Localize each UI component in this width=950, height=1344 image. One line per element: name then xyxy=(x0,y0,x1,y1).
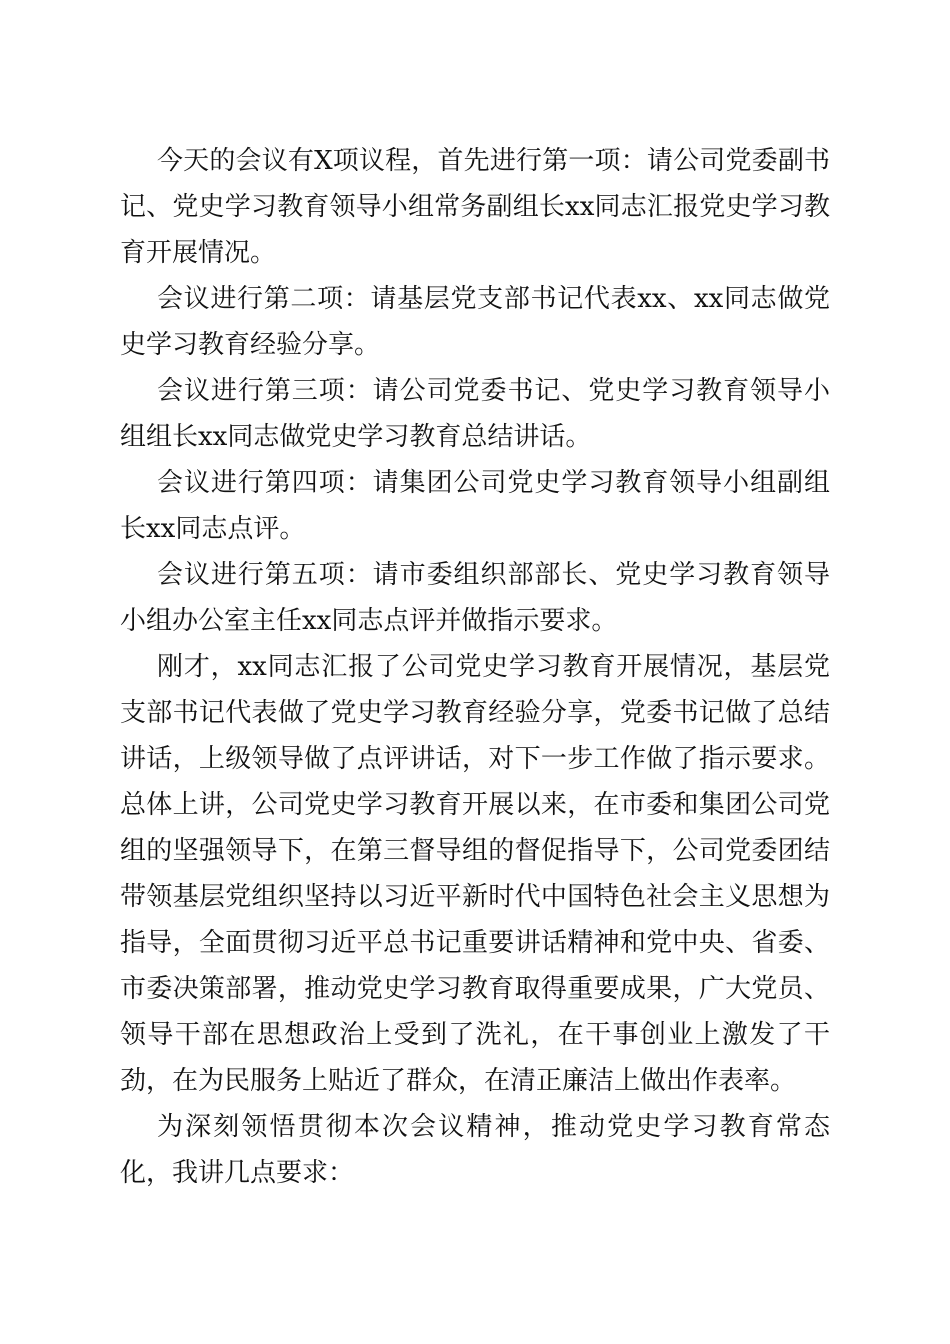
paragraph-requirements-intro: 为深刻领悟贯彻本次会议精神，推动党史学习教育常态化，我讲几点要求： xyxy=(120,1112,830,1188)
paragraph-agenda-item-3: 会议进行第三项：请公司党委书记、党史学习教育领导小组组长xx同志做党史学习教育总结讲话。 xyxy=(120,376,830,452)
paragraph-agenda-item-4: 会议进行第四项：请集团公司党史学习教育领导小组副组长xx同志点评。 xyxy=(120,468,830,544)
paragraph-agenda-item-1: 今天的会议有X项议程，首先进行第一项：请公司党委副书记、党史学习教育领导小组常务副组长xx同志汇报党史学习教育开展情况。 xyxy=(120,146,830,268)
paragraph-summary: 刚才，xx同志汇报了公司党史学习教育开展情况，基层党支部书记代表做了党史学习教育经验分享，党委书记做了总结讲话，上级领导做了点评讲话，对下一步工作做了指示要求。总体上讲，公司党史学习教育开展以来，在市委和集团公司党组的坚强领导下，在第三督导组的督促指导下，公司党委团结带领基层党组织坚持以习近平新时代中国特色社会主义思想为指导，全面贯彻习近平总书记重要讲话精神和党中央、省委、市委决策部署，推动党史学习教育取得重要成果，广大党员、领导干部在思想政治上受到了洗礼，在干事创业上激发了干劲，在为民服务上贴近了群众，在清正廉洁上做出作表率。 xyxy=(120,652,830,1096)
paragraph-agenda-item-2: 会议进行第二项：请基层党支部书记代表xx、xx同志做党史学习教育经验分享。 xyxy=(120,284,830,360)
document-body xyxy=(120,138,830,1196)
paragraph-agenda-item-5: 会议进行第五项：请市委组织部部长、党史学习教育领导小组办公室主任xx同志点评并做指示要求。 xyxy=(120,560,830,636)
